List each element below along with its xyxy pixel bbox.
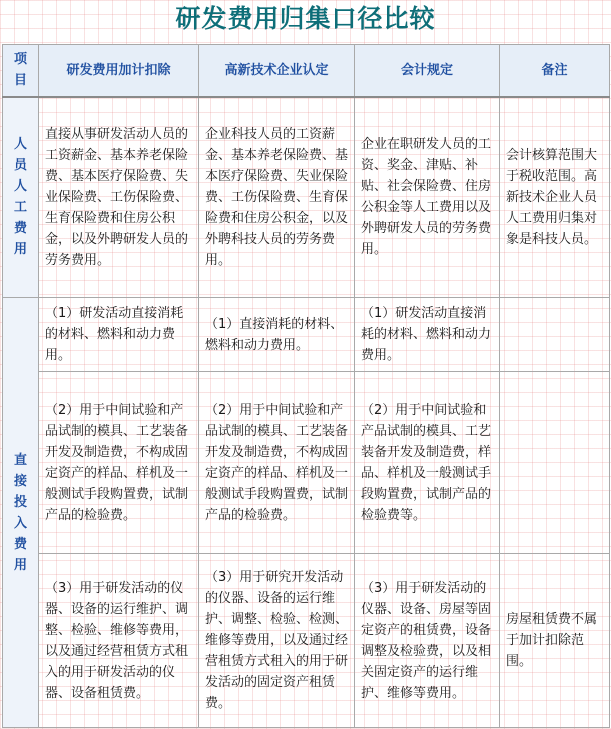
table-row-direct-1 — [3, 298, 610, 372]
cell-direct-3-deduction: （3）用于研发活动的仪器、设备的运行维护、调整、检验、维修等费用，以及通过经营租赁方式租入的用于研发活动的仪器、设备租赁费。 — [39, 554, 199, 728]
page-title: 研发费用归集口径比较 — [175, 4, 436, 33]
table-row-direct-3 — [3, 554, 610, 728]
cell-direct-2-accounting: （2）用于中间试验和产品试制的模具、工艺装备开发及制造费，样品、样机及一般测试手段购置费，试制产品的检验费等。 — [355, 372, 500, 554]
row-label-personnel: 人员人工费用 — [3, 97, 39, 298]
header-deduction: 研发费用加计扣除 — [39, 45, 199, 97]
cell-direct-1-accounting: （1）研发活动直接消耗的材料、燃料和动力费用。 — [355, 298, 500, 372]
header-item: 项目 — [3, 45, 39, 97]
cell-personnel-high-tech: 企业科技人员的工资薪金、基本养老保险费、基本医疗保险费、失业保险费、工伤保险费、生育保险费和住房公积金，以及外聘科技人员的劳务费用。 — [199, 97, 355, 298]
cell-direct-2-high-tech: （2）用于中间试验和产品试制的模具、工艺装备开发及制造费，不构成固定资产的样品、样机及一般测试手段购置费，试制产品的检验费。 — [199, 372, 355, 554]
cell-direct-3-remark: 房屋租赁费不属于加计扣除范围。 — [500, 554, 610, 728]
comparison-table — [2, 44, 610, 728]
cell-direct-1-remark — [500, 298, 610, 372]
cell-personnel-accounting: 企业在职研发人员的工资、奖金、津贴、补贴、社会保险费、住房公积金等人工费用以及外聘研发人员的劳务费用。 — [355, 97, 500, 298]
cell-direct-1-deduction: （1）研发活动直接消耗的材料、燃料和动力费用。 — [39, 298, 199, 372]
cell-direct-1-high-tech: （1）直接消耗的材料、燃料和动力费用。 — [199, 298, 355, 372]
header-accounting: 会计规定 — [355, 45, 500, 97]
header-remark: 备注 — [500, 45, 610, 97]
cell-direct-3-high-tech: （3）用于研究开发活动的仪器、设备的运行维护、调整、检验、检测、维修等费用，以及通过经营租赁方式租入的用于研发活动的固定资产租赁费。 — [199, 554, 355, 728]
header-high-tech: 高新技术企业认定 — [199, 45, 355, 97]
row-label-direct: 直接投入费用 — [3, 298, 39, 728]
header-row — [3, 45, 610, 97]
table-row-direct-2 — [3, 372, 610, 554]
cell-direct-2-remark — [500, 372, 610, 554]
cell-direct-3-accounting: （3）用于研发活动的仪器、设备、房屋等固定资产的租赁费，设备调整及检验费，以及相关固定资产的运行维护、维修等费用。 — [355, 554, 500, 728]
cell-personnel-remark: 会计核算范围大于税收范围。高新技术企业人员人工费用归集对象是科技人员。 — [500, 97, 610, 298]
cell-direct-2-deduction: （2）用于中间试验和产品试制的模具、工艺装备开发及制造费，不构成固定资产的样品、样机及一般测试手段购置费，试制产品的检验费。 — [39, 372, 199, 554]
table-row-personnel — [3, 97, 610, 298]
cell-personnel-deduction: 直接从事研发活动人员的工资薪金、基本养老保险费、基本医疗保险费、失业保险费、工伤保险费、生育保险费和住房公积金，以及外聘研发人员的劳务费用。 — [39, 97, 199, 298]
